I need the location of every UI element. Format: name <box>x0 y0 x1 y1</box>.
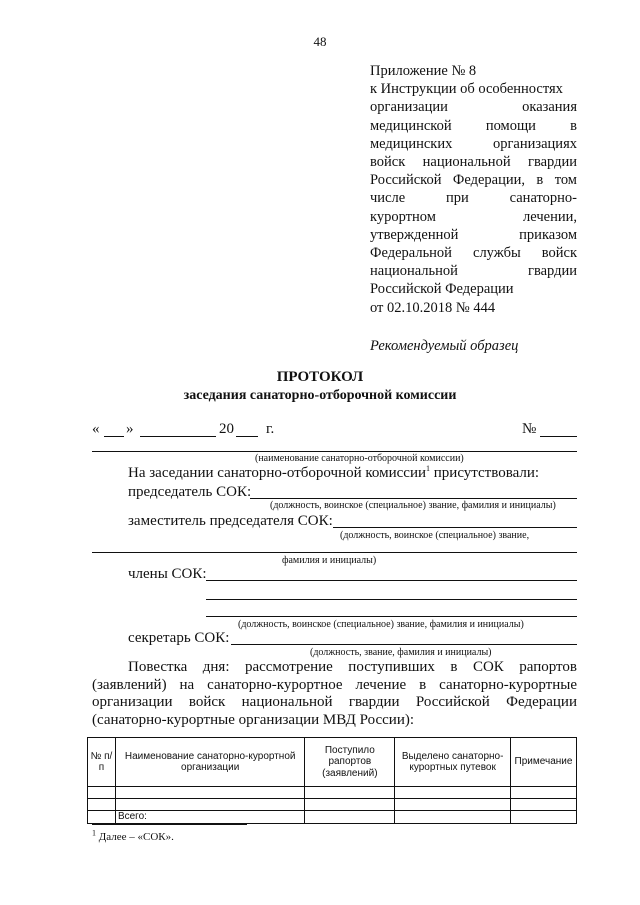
table-row <box>88 787 577 799</box>
members-field-1[interactable] <box>206 580 577 581</box>
agenda-rest: (заявлений) на санаторно-курортное лечение в санаторно-курортные организации войск национальной гвардии Российской Федерации (санаторно-курортные организации МВД России): <box>92 676 577 728</box>
protocol-number-field[interactable] <box>540 436 577 437</box>
annex-line: Федеральной службы войск <box>370 245 577 262</box>
annex-line: Российской Федерации, в том <box>370 172 577 189</box>
date-month-field[interactable] <box>140 436 216 437</box>
document-subtitle: заседания санаторно-отборочной комиссии <box>183 388 457 403</box>
members-caption: (должность, воинское (специальное) звание, фамилия и инициалы) <box>238 619 524 630</box>
table-cell[interactable] <box>88 787 116 799</box>
table-cell[interactable] <box>510 787 576 799</box>
resort-table <box>87 737 577 824</box>
commission-name-field[interactable] <box>92 451 577 452</box>
col-notes-header: Примечание <box>510 738 576 787</box>
document-title: ПРОТОКОЛ <box>276 369 364 385</box>
table-cell[interactable] <box>305 787 395 799</box>
table-total-row <box>88 811 577 824</box>
table-cell[interactable] <box>88 811 116 824</box>
chairman-label: председатель СОК: <box>128 484 252 500</box>
table-header-row <box>88 738 577 787</box>
annex-line: числе при санаторно- <box>370 190 577 207</box>
date-day-field[interactable] <box>104 436 124 437</box>
annex-line: Приложение № 8 <box>370 63 477 79</box>
page-number: 48 <box>313 34 327 49</box>
number-sign: № <box>522 421 537 437</box>
chairman-field[interactable] <box>250 498 577 499</box>
secretary-label: секретарь СОК: <box>128 630 230 646</box>
sample-label: Рекомендуемый образец <box>370 338 519 354</box>
deputy-caption: (должность, воинское (специальное) звание, <box>340 530 530 541</box>
footnote-divider <box>92 824 247 825</box>
secretary-field[interactable] <box>231 644 577 645</box>
members-field-2[interactable] <box>206 599 577 600</box>
table-cell[interactable] <box>115 799 304 811</box>
table-cell[interactable] <box>305 799 395 811</box>
table-cell[interactable] <box>88 799 116 811</box>
annex-line: медицинских организациях <box>370 135 577 152</box>
annex-line: к Инструкции об особенностях <box>370 81 563 98</box>
chairman-caption: (должность, воинское (специальное) звание, фамилия и инициалы) <box>270 500 556 511</box>
footnote-mark: 1 <box>426 464 431 473</box>
annex-line: национальной гвардии <box>370 263 577 280</box>
col-received-header: Поступило рапортов (заявлений) <box>305 738 395 787</box>
annex-line: от 02.10.2018 № 444 <box>370 299 496 316</box>
deputy-field[interactable] <box>333 527 577 528</box>
attendance-text: На заседании санаторно-отборочной комиссии$^1$ присутствовали: <box>128 464 540 481</box>
agenda-paragraph <box>92 659 577 729</box>
footnote-text: Далее – «СОК». <box>96 831 174 843</box>
agenda-first-line: Повестка дня: рассмотрение поступивших в СОК рапортов <box>128 659 577 675</box>
table-cell[interactable] <box>510 811 576 824</box>
annex-line: организации оказания <box>370 99 577 116</box>
table-cell[interactable] <box>395 811 511 824</box>
date-year-suffix: г. <box>266 421 275 437</box>
secretary-caption: (должность, звание, фамилия и инициалы) <box>310 647 492 658</box>
table-cell[interactable] <box>305 811 395 824</box>
annex-line: Российской Федерации <box>370 281 514 298</box>
table-row <box>88 799 577 811</box>
deputy-field-continued[interactable] <box>92 552 577 553</box>
commission-caption: (наименование санаторно-отборочной комиссии) <box>255 453 464 464</box>
date-open-quote: « <box>92 421 100 437</box>
members-label: члены СОК: <box>128 566 207 582</box>
footnote-number: 1 <box>92 828 96 838</box>
annex-line: курортном лечении, <box>370 208 577 225</box>
table-cell[interactable] <box>115 787 304 799</box>
date-year-field[interactable] <box>236 436 258 437</box>
table-cell[interactable] <box>510 799 576 811</box>
deputy-caption-2: фамилия и инициалы) <box>282 555 377 566</box>
table-cell[interactable] <box>395 787 511 799</box>
col-organization-header: Наименование санаторно-курортной организации <box>115 738 304 787</box>
annex-line: медицинской помощи в <box>370 117 577 134</box>
col-number-header: № п/п <box>88 738 116 787</box>
table-cell[interactable] <box>395 799 511 811</box>
annex-line: утвержденной приказом <box>370 226 577 243</box>
date-year-prefix: 20 <box>219 421 234 437</box>
footnote <box>92 828 174 843</box>
annex-reference <box>370 62 577 317</box>
total-label: Всего: <box>115 811 304 824</box>
col-allocated-header: Выделено санаторно-курортных путевок <box>395 738 511 787</box>
members-field-3[interactable] <box>206 616 577 617</box>
date-close-quote: » <box>126 421 134 437</box>
annex-line: войск национальной гвардии <box>370 154 577 171</box>
deputy-label: заместитель председателя СОК: <box>128 513 333 529</box>
